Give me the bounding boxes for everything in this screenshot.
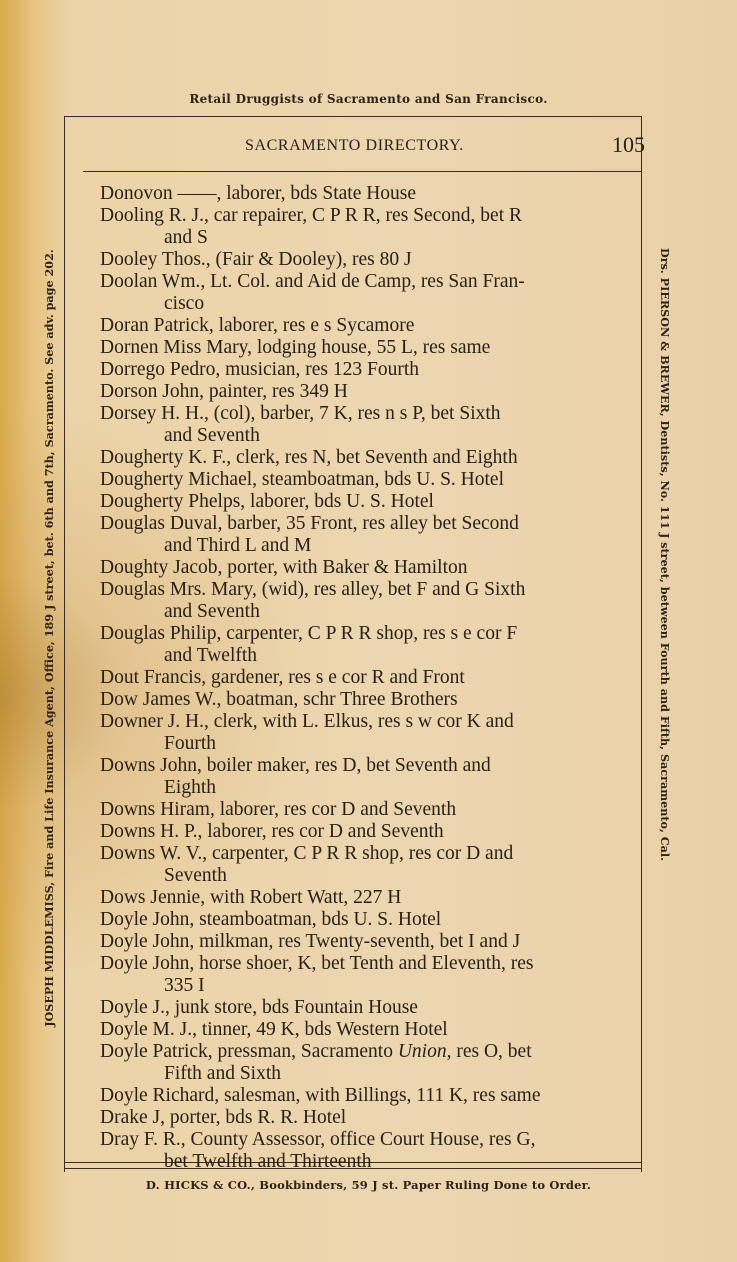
directory-entry	[100, 469, 622, 491]
directory-entry	[100, 821, 622, 843]
directory-entry	[100, 403, 622, 447]
entry-continuation: bet Twelfth and Thirteenth	[164, 1151, 372, 1172]
left-margin-advertisement: JOSEPH MIDDLEMISS, Fire and Life Insurance Agent, Office, 189 J street, bet. 6th and 7th, Sacramento. See adv. page 202.	[42, 249, 56, 1027]
directory-entry	[100, 315, 622, 337]
entry-continuation: and Third L and M	[164, 535, 312, 556]
entry-line: Doyle M. J., tinner, 49 K, bds Western Hotel	[100, 1019, 448, 1040]
entry-line: Doyle John, steamboatman, bds U. S. Hotel	[100, 909, 442, 930]
entry-line: Drake J, porter, bds R. R. Hotel	[100, 1107, 347, 1128]
directory-entry	[100, 931, 622, 953]
directory-entry	[100, 755, 622, 799]
entry-continuation: and Twelfth	[164, 645, 258, 666]
entry-line: Doolan Wm., Lt. Col. and Aid de Camp, res San Fran-	[100, 271, 525, 292]
entry-line: Downs W. V., carpenter, C P R R shop, res cor D and	[100, 843, 514, 864]
entry-line: Doyle Richard, salesman, with Billings, 111 K, res same	[100, 1085, 541, 1106]
directory-entry	[100, 381, 622, 403]
top-advertisement: Retail Druggists of Sacramento and San Francisco.	[189, 92, 548, 106]
entry-continuation: Fifth and Sixth	[164, 1063, 282, 1084]
entry-line: Dorrego Pedro, musician, res 123 Fourth	[100, 359, 419, 380]
directory-entry	[100, 887, 622, 909]
directory-entry	[100, 1019, 622, 1041]
page-number: 105	[612, 132, 645, 157]
directory-entry	[100, 623, 622, 667]
entry-line: Dougherty Phelps, laborer, bds U. S. Hotel	[100, 491, 434, 512]
entry-line: Dornen Miss Mary, lodging house, 55 L, res same	[100, 337, 491, 358]
entry-line	[100, 1041, 622, 1063]
directory-entry	[100, 1041, 622, 1085]
directory-entry	[100, 689, 622, 711]
directory-entry	[100, 1085, 622, 1107]
entry-line: Doyle John, milkman, res Twenty-seventh, bet I and J	[100, 931, 521, 952]
directory-entry	[100, 909, 622, 931]
directory-entry	[100, 1129, 622, 1173]
entry-line: Dooling R. J., car repairer, C P R R, res Second, bet R	[100, 205, 523, 226]
directory-entry	[100, 953, 622, 997]
entry-line: Douglas Philip, carpenter, C P R R shop, res s e cor F	[100, 623, 518, 644]
entry-line: Downs H. P., laborer, res cor D and Seventh	[100, 821, 444, 842]
right-margin-advertisement: Drs. PIERSON & BREWER, Dentists, No. 111 J street, between Fourth and Fifth, Sacramento, Cal.	[658, 248, 672, 862]
directory-entry	[100, 491, 622, 513]
entry-line: Dougherty Michael, steamboatman, bds U. S. Hotel	[100, 469, 505, 490]
directory-entry	[100, 337, 622, 359]
directory-entry	[100, 997, 622, 1019]
entry-line: Dows Jennie, with Robert Watt, 227 H	[100, 887, 402, 908]
entry-continuation: Seventh	[164, 865, 227, 886]
directory-entry	[100, 271, 622, 315]
directory-entries	[100, 183, 622, 1173]
entry-continuation: Fourth	[164, 733, 217, 754]
entry-text: Doyle Patrick, pressman, Sacramento	[100, 1041, 398, 1062]
entry-line: Downs John, boiler maker, res D, bet Seventh and	[100, 755, 491, 776]
entry-continuation: and Seventh	[164, 425, 260, 446]
directory-entry	[100, 183, 622, 205]
entry-line: Douglas Mrs. Mary, (wid), res alley, bet F and G Sixth	[100, 579, 526, 600]
directory-entry	[100, 711, 622, 755]
entry-continuation: and S	[164, 227, 208, 248]
directory-entry	[100, 249, 622, 271]
entry-continuation: cisco	[164, 293, 205, 314]
entry-line: Dorson John, painter, res 349 H	[100, 381, 348, 402]
directory-entry	[100, 513, 622, 557]
entry-line: Dougherty K. F., clerk, res N, bet Seventh and Eighth	[100, 447, 518, 468]
entry-line: Dow James W., boatman, schr Three Brothers	[100, 689, 458, 710]
directory-entry	[100, 205, 622, 249]
entry-line: Downer J. H., clerk, with L. Elkus, res s w cor K and	[100, 711, 514, 732]
entry-continuation: Eighth	[164, 777, 216, 798]
entry-line: Doughty Jacob, porter, with Baker & Hamilton	[100, 557, 468, 578]
entry-text: res O, bet	[451, 1041, 532, 1062]
entry-line: Dooley Thos., (Fair & Dooley), res 80 J	[100, 249, 412, 270]
directory-entry	[100, 557, 622, 579]
entry-line: Dray F. R., County Assessor, office Court House, res G,	[100, 1129, 536, 1150]
entry-line: Downs Hiram, laborer, res cor D and Seventh	[100, 799, 457, 820]
directory-entry	[100, 667, 622, 689]
entry-line: Dorsey H. H., (col), barber, 7 K, res n s P, bet Sixth	[100, 403, 501, 424]
entry-line: Donovon ——, laborer, bds State House	[100, 183, 417, 204]
page-title: SACRAMENTO DIRECTORY.	[245, 137, 464, 154]
newspaper-name: Union,	[397, 1041, 452, 1062]
entry-line: Doran Patrick, laborer, res e s Sycamore	[100, 315, 415, 336]
entry-line: Doyle J., junk store, bds Fountain House	[100, 997, 418, 1018]
directory-entry	[100, 1107, 622, 1129]
entry-continuation: 335 I	[164, 975, 205, 996]
directory-entry	[100, 799, 622, 821]
directory-entry	[100, 447, 622, 469]
entry-continuation: and Seventh	[164, 601, 260, 622]
directory-entry	[100, 843, 622, 887]
running-header	[100, 130, 645, 164]
entry-line: Doyle John, horse shoer, K, bet Tenth and Eleventh, res	[100, 953, 534, 974]
directory-entry	[100, 579, 622, 623]
bottom-advertisement: D. HICKS & CO., Bookbinders, 59 J st. Paper Ruling Done to Order.	[145, 1178, 592, 1192]
directory-entry	[100, 359, 622, 381]
header-rule	[83, 171, 642, 172]
entry-line: Dout Francis, gardener, res s e cor R and Front	[100, 667, 465, 688]
entry-line: Douglas Duval, barber, 35 Front, res alley bet Second	[100, 513, 519, 534]
